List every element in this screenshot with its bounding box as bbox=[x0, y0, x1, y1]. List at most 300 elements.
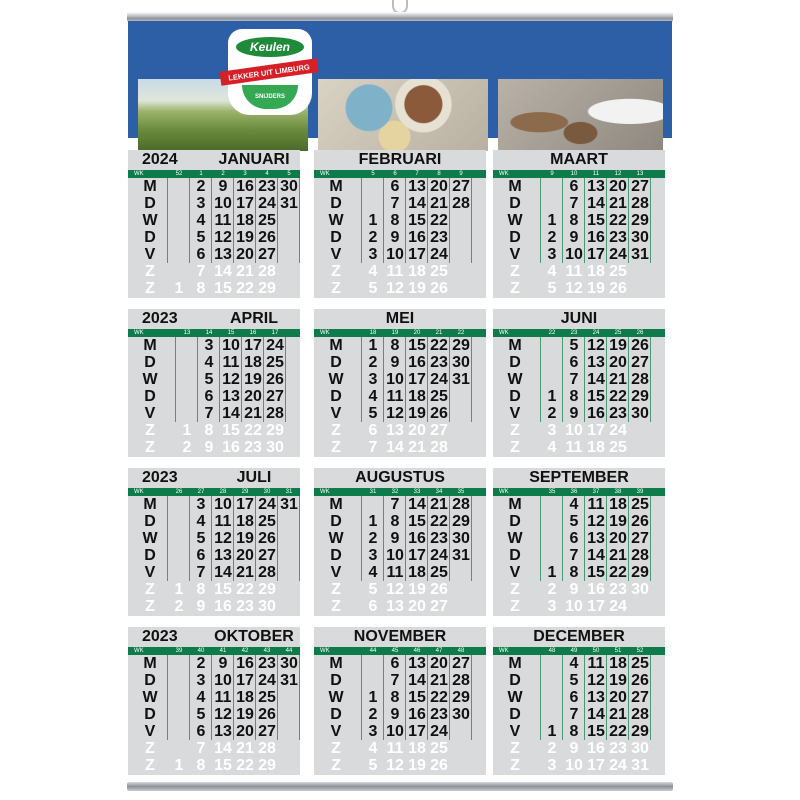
weekday-label: M bbox=[508, 655, 522, 672]
day-cell: 15 bbox=[587, 388, 605, 405]
day-cell: 15 bbox=[214, 581, 232, 598]
day-cell: 11 bbox=[222, 354, 240, 371]
day-cell: 2 bbox=[547, 229, 557, 246]
day-cell: 26 bbox=[258, 229, 276, 246]
day-cell: 27 bbox=[258, 246, 276, 263]
weekday-label: W bbox=[142, 212, 158, 229]
week-number: 5 bbox=[371, 171, 375, 177]
week-number: 8 bbox=[437, 171, 441, 177]
day-cell: 31 bbox=[631, 757, 649, 774]
day-cell: 23 bbox=[258, 178, 276, 195]
week-number: 3 bbox=[243, 171, 247, 177]
month-name: DECEMBER bbox=[533, 628, 625, 645]
week-number: 31 bbox=[369, 489, 377, 495]
day-cell: 4 bbox=[196, 513, 206, 530]
week-number: 22 bbox=[457, 330, 465, 336]
day-cell: 28 bbox=[258, 263, 276, 280]
day-cell: 21 bbox=[609, 195, 627, 212]
weekday-label: V bbox=[330, 405, 342, 422]
week-number: 13 bbox=[636, 171, 644, 177]
calendar-header bbox=[128, 21, 672, 138]
weekday-label: M bbox=[508, 496, 522, 513]
day-cell: 10 bbox=[386, 723, 404, 740]
day-cell: 25 bbox=[631, 655, 649, 672]
week-number-row bbox=[314, 170, 486, 178]
day-cell: 2 bbox=[547, 405, 557, 422]
week-number: 44 bbox=[369, 648, 377, 654]
week-number: 29 bbox=[241, 489, 249, 495]
day-cell: 18 bbox=[236, 212, 254, 229]
weekday-label: W bbox=[142, 689, 158, 706]
week-number: 1 bbox=[199, 171, 203, 177]
day-row bbox=[314, 530, 486, 547]
day-cell: 15 bbox=[408, 689, 426, 706]
week-number: 43 bbox=[263, 648, 271, 654]
day-cell: 12 bbox=[587, 513, 605, 530]
day-row bbox=[493, 655, 665, 672]
day-cell: 18 bbox=[587, 439, 605, 456]
day-cell: 8 bbox=[569, 212, 579, 229]
day-row bbox=[314, 439, 486, 456]
week-number: 33 bbox=[413, 489, 421, 495]
weekday-label: M bbox=[143, 655, 157, 672]
day-cell: 10 bbox=[565, 598, 583, 615]
weekday-label: Z bbox=[145, 757, 155, 774]
weekday-label: D bbox=[144, 195, 156, 212]
day-cell: 30 bbox=[631, 229, 649, 246]
week-number: 28 bbox=[219, 489, 227, 495]
day-cell: 14 bbox=[408, 496, 426, 513]
day-cell: 19 bbox=[408, 757, 426, 774]
month-title-bar bbox=[314, 150, 486, 170]
day-cell: 16 bbox=[408, 706, 426, 723]
day-cell: 3 bbox=[204, 337, 214, 354]
day-cell: 5 bbox=[547, 280, 557, 297]
bottom-rail bbox=[127, 782, 673, 791]
day-cell: 26 bbox=[631, 672, 649, 689]
day-row bbox=[493, 723, 665, 740]
week-number: 32 bbox=[391, 489, 399, 495]
day-cell: 5 bbox=[196, 706, 206, 723]
day-row bbox=[314, 337, 486, 354]
week-label: WK bbox=[320, 489, 330, 495]
day-cell: 18 bbox=[244, 354, 262, 371]
week-number: 20 bbox=[413, 330, 421, 336]
day-row bbox=[314, 422, 486, 439]
day-cell: 17 bbox=[587, 246, 605, 263]
day-cell: 16 bbox=[408, 229, 426, 246]
weekday-label: D bbox=[144, 388, 156, 405]
week-label: WK bbox=[320, 330, 330, 336]
day-row bbox=[314, 723, 486, 740]
day-cell: 19 bbox=[408, 581, 426, 598]
day-cell: 19 bbox=[609, 513, 627, 530]
day-cell: 25 bbox=[266, 354, 284, 371]
day-cell: 29 bbox=[631, 564, 649, 581]
weekday-label: D bbox=[509, 672, 521, 689]
day-cell: 1 bbox=[368, 513, 378, 530]
day-cell: 3 bbox=[547, 422, 557, 439]
day-cell: 12 bbox=[587, 672, 605, 689]
week-number-row bbox=[128, 488, 300, 496]
day-cell: 9 bbox=[390, 530, 400, 547]
week-number: 37 bbox=[592, 489, 600, 495]
weekday-label: W bbox=[507, 530, 523, 547]
day-cell: 26 bbox=[430, 405, 448, 422]
day-row bbox=[128, 723, 300, 740]
day-cell: 24 bbox=[609, 757, 627, 774]
day-cell: 2 bbox=[368, 229, 378, 246]
day-row bbox=[493, 530, 665, 547]
week-label: WK bbox=[134, 330, 144, 336]
day-cell: 18 bbox=[236, 689, 254, 706]
day-cell: 30 bbox=[266, 439, 284, 456]
day-cell: 18 bbox=[236, 513, 254, 530]
day-cell: 5 bbox=[569, 513, 579, 530]
week-number: 38 bbox=[614, 489, 622, 495]
day-cell: 25 bbox=[430, 740, 448, 757]
day-cell: 15 bbox=[408, 513, 426, 530]
weekday-label: M bbox=[508, 178, 522, 195]
day-row bbox=[493, 405, 665, 422]
day-cell: 28 bbox=[452, 496, 470, 513]
weekday-label: V bbox=[330, 723, 342, 740]
week-number: 15 bbox=[227, 330, 235, 336]
day-cell: 11 bbox=[386, 564, 404, 581]
weekday-label: M bbox=[143, 337, 157, 354]
day-cell: 29 bbox=[452, 337, 470, 354]
day-cell: 16 bbox=[408, 354, 426, 371]
day-row bbox=[314, 655, 486, 672]
day-cell: 23 bbox=[609, 405, 627, 422]
day-cell: 8 bbox=[196, 757, 206, 774]
day-cell: 11 bbox=[386, 740, 404, 757]
day-row bbox=[493, 337, 665, 354]
day-cell: 18 bbox=[587, 263, 605, 280]
week-number: 35 bbox=[457, 489, 465, 495]
day-cell: 23 bbox=[258, 655, 276, 672]
day-row bbox=[128, 388, 300, 405]
week-label: WK bbox=[134, 171, 144, 177]
day-cell: 6 bbox=[196, 547, 206, 564]
day-cell: 17 bbox=[587, 598, 605, 615]
day-row bbox=[128, 496, 300, 513]
day-cell: 28 bbox=[258, 740, 276, 757]
month-block bbox=[128, 468, 300, 616]
day-row bbox=[493, 371, 665, 388]
day-row bbox=[128, 547, 300, 564]
day-cell: 8 bbox=[196, 581, 206, 598]
day-cell: 2 bbox=[368, 706, 378, 723]
weekday-label: D bbox=[509, 547, 521, 564]
weekday-label: Z bbox=[510, 598, 520, 615]
day-cell: 16 bbox=[222, 439, 240, 456]
week-number: 31 bbox=[285, 489, 293, 495]
day-row bbox=[493, 439, 665, 456]
day-cell: 12 bbox=[587, 337, 605, 354]
day-cell: 29 bbox=[258, 280, 276, 297]
week-number: 23 bbox=[570, 330, 578, 336]
weekday-label: D bbox=[144, 354, 156, 371]
week-label: WK bbox=[320, 171, 330, 177]
day-cell: 4 bbox=[368, 564, 378, 581]
month-name: FEBRUARI bbox=[358, 151, 442, 168]
day-cell: 2 bbox=[368, 354, 378, 371]
day-cell: 26 bbox=[430, 280, 448, 297]
day-row bbox=[128, 229, 300, 246]
week-number: 48 bbox=[548, 648, 556, 654]
day-cell: 16 bbox=[587, 229, 605, 246]
day-row bbox=[128, 371, 300, 388]
day-cell: 7 bbox=[569, 195, 579, 212]
day-cell: 21 bbox=[609, 371, 627, 388]
week-number: 42 bbox=[241, 648, 249, 654]
weekday-label: Z bbox=[145, 740, 155, 757]
day-cell: 25 bbox=[609, 263, 627, 280]
week-number: 11 bbox=[592, 171, 600, 177]
weekday-label: D bbox=[330, 354, 342, 371]
week-label: WK bbox=[499, 648, 509, 654]
day-cell: 18 bbox=[408, 564, 426, 581]
day-row bbox=[128, 354, 300, 371]
day-cell: 23 bbox=[430, 354, 448, 371]
day-cell: 12 bbox=[386, 280, 404, 297]
week-number: 27 bbox=[197, 489, 205, 495]
month-name: JULI bbox=[236, 469, 272, 486]
weekday-label: D bbox=[509, 388, 521, 405]
day-cell: 26 bbox=[609, 280, 627, 297]
day-cell: 12 bbox=[214, 530, 232, 547]
month-title-bar bbox=[493, 150, 665, 170]
day-cell: 20 bbox=[609, 178, 627, 195]
day-cell: 18 bbox=[408, 388, 426, 405]
day-row bbox=[493, 422, 665, 439]
day-cell: 1 bbox=[174, 280, 184, 297]
weekday-label: W bbox=[142, 530, 158, 547]
day-cell: 2 bbox=[547, 581, 557, 598]
day-cell: 19 bbox=[408, 280, 426, 297]
day-cell: 11 bbox=[565, 263, 583, 280]
day-cell: 24 bbox=[258, 195, 276, 212]
day-row bbox=[493, 195, 665, 212]
day-row bbox=[493, 280, 665, 297]
day-cell: 24 bbox=[430, 246, 448, 263]
day-cell: 19 bbox=[587, 280, 605, 297]
day-cell: 3 bbox=[196, 195, 206, 212]
day-cell: 6 bbox=[390, 655, 400, 672]
day-cell: 8 bbox=[569, 723, 579, 740]
day-cell: 25 bbox=[609, 439, 627, 456]
day-cell: 30 bbox=[258, 598, 276, 615]
day-cell: 31 bbox=[280, 195, 298, 212]
day-cell: 8 bbox=[390, 513, 400, 530]
day-cell: 22 bbox=[236, 581, 254, 598]
week-number: 19 bbox=[391, 330, 399, 336]
day-cell: 23 bbox=[430, 530, 448, 547]
day-cell: 22 bbox=[609, 212, 627, 229]
day-cell: 2 bbox=[196, 178, 206, 195]
day-cell: 23 bbox=[609, 581, 627, 598]
day-cell: 15 bbox=[587, 212, 605, 229]
day-cell: 1 bbox=[368, 337, 378, 354]
day-cell: 17 bbox=[408, 371, 426, 388]
day-cell: 9 bbox=[569, 229, 579, 246]
day-cell: 21 bbox=[236, 740, 254, 757]
day-row bbox=[493, 672, 665, 689]
month-title-bar bbox=[493, 468, 665, 488]
day-cell: 11 bbox=[214, 689, 232, 706]
day-cell: 15 bbox=[408, 337, 426, 354]
day-row bbox=[128, 530, 300, 547]
day-row bbox=[128, 337, 300, 354]
day-cell: 10 bbox=[214, 496, 232, 513]
day-cell: 15 bbox=[587, 723, 605, 740]
day-cell: 8 bbox=[569, 564, 579, 581]
weekday-label: Z bbox=[510, 263, 520, 280]
weekday-label: Z bbox=[331, 263, 341, 280]
day-cell: 3 bbox=[368, 723, 378, 740]
month-year: 2023 bbox=[142, 469, 178, 486]
day-cell: 13 bbox=[587, 354, 605, 371]
day-row bbox=[493, 178, 665, 195]
day-cell: 9 bbox=[204, 439, 214, 456]
day-cell: 10 bbox=[386, 246, 404, 263]
day-cell: 24 bbox=[430, 371, 448, 388]
day-row bbox=[314, 405, 486, 422]
day-cell: 30 bbox=[631, 581, 649, 598]
day-cell: 3 bbox=[368, 371, 378, 388]
day-cell: 11 bbox=[386, 263, 404, 280]
month-name: MAART bbox=[550, 151, 608, 168]
weekday-label: D bbox=[144, 706, 156, 723]
day-cell: 4 bbox=[368, 388, 378, 405]
day-cell: 22 bbox=[609, 564, 627, 581]
day-cell: 1 bbox=[174, 757, 184, 774]
day-cell: 27 bbox=[452, 178, 470, 195]
day-cell: 9 bbox=[569, 740, 579, 757]
day-cell: 26 bbox=[430, 757, 448, 774]
weekday-label: D bbox=[330, 513, 342, 530]
day-cell: 16 bbox=[236, 178, 254, 195]
day-row bbox=[128, 439, 300, 456]
day-cell: 15 bbox=[214, 280, 232, 297]
day-cell: 6 bbox=[569, 178, 579, 195]
day-row bbox=[314, 229, 486, 246]
day-cell: 24 bbox=[609, 422, 627, 439]
day-cell: 2 bbox=[547, 740, 557, 757]
week-number: 39 bbox=[175, 648, 183, 654]
week-number: 35 bbox=[548, 489, 556, 495]
day-cell: 13 bbox=[222, 388, 240, 405]
day-row bbox=[128, 195, 300, 212]
weekday-label: Z bbox=[331, 280, 341, 297]
month-block bbox=[128, 309, 300, 457]
day-row bbox=[128, 405, 300, 422]
weekday-label: D bbox=[509, 513, 521, 530]
day-cell: 13 bbox=[214, 547, 232, 564]
day-cell: 27 bbox=[631, 530, 649, 547]
day-cell: 7 bbox=[390, 195, 400, 212]
day-cell: 5 bbox=[196, 530, 206, 547]
week-number-row bbox=[314, 488, 486, 496]
day-cell: 15 bbox=[587, 564, 605, 581]
day-row bbox=[493, 388, 665, 405]
month-block bbox=[493, 150, 665, 298]
day-cell: 12 bbox=[214, 229, 232, 246]
day-cell: 27 bbox=[631, 354, 649, 371]
month-name: JUNI bbox=[560, 310, 598, 327]
day-cell: 30 bbox=[280, 178, 298, 195]
week-number: 13 bbox=[183, 330, 191, 336]
day-cell: 14 bbox=[587, 706, 605, 723]
day-cell: 26 bbox=[258, 706, 276, 723]
weekday-label: D bbox=[144, 547, 156, 564]
month-name: AUGUSTUS bbox=[355, 469, 445, 486]
month-title-bar bbox=[128, 150, 300, 170]
day-cell: 1 bbox=[368, 689, 378, 706]
day-row bbox=[314, 564, 486, 581]
day-cell: 14 bbox=[408, 672, 426, 689]
week-number: 30 bbox=[263, 489, 271, 495]
weekday-label: W bbox=[328, 212, 344, 229]
day-cell: 12 bbox=[222, 371, 240, 388]
day-cell: 27 bbox=[258, 547, 276, 564]
day-row bbox=[314, 740, 486, 757]
week-number: 14 bbox=[205, 330, 213, 336]
day-cell: 4 bbox=[569, 496, 579, 513]
weekday-label: W bbox=[328, 371, 344, 388]
weekday-label: D bbox=[144, 513, 156, 530]
week-number-row bbox=[493, 488, 665, 496]
week-number: 52 bbox=[636, 648, 644, 654]
week-number: 39 bbox=[636, 489, 644, 495]
week-number: 36 bbox=[570, 489, 578, 495]
day-cell: 25 bbox=[430, 564, 448, 581]
week-number-row bbox=[314, 647, 486, 655]
day-row bbox=[493, 598, 665, 615]
day-cell: 20 bbox=[244, 388, 262, 405]
day-cell: 2 bbox=[196, 655, 206, 672]
day-cell: 30 bbox=[631, 405, 649, 422]
day-cell: 21 bbox=[430, 195, 448, 212]
day-cell: 3 bbox=[547, 757, 557, 774]
day-row bbox=[493, 689, 665, 706]
weekday-label: Z bbox=[145, 439, 155, 456]
day-cell: 24 bbox=[430, 547, 448, 564]
day-cell: 7 bbox=[569, 547, 579, 564]
week-number: 2 bbox=[221, 171, 225, 177]
day-row bbox=[314, 547, 486, 564]
weekday-label: Z bbox=[510, 581, 520, 598]
food-photo bbox=[318, 79, 488, 151]
weekday-label: D bbox=[509, 195, 521, 212]
day-row bbox=[493, 354, 665, 371]
day-cell: 27 bbox=[631, 689, 649, 706]
day-cell: 14 bbox=[587, 547, 605, 564]
day-cell: 10 bbox=[214, 195, 232, 212]
day-cell: 5 bbox=[569, 672, 579, 689]
day-cell: 4 bbox=[196, 689, 206, 706]
day-row bbox=[128, 263, 300, 280]
day-cell: 29 bbox=[266, 422, 284, 439]
week-number: 25 bbox=[614, 330, 622, 336]
day-cell: 9 bbox=[196, 598, 206, 615]
month-title-bar bbox=[128, 309, 300, 329]
week-label: WK bbox=[320, 648, 330, 654]
day-cell: 10 bbox=[386, 547, 404, 564]
weekday-label: V bbox=[144, 405, 156, 422]
week-number: 49 bbox=[570, 648, 578, 654]
